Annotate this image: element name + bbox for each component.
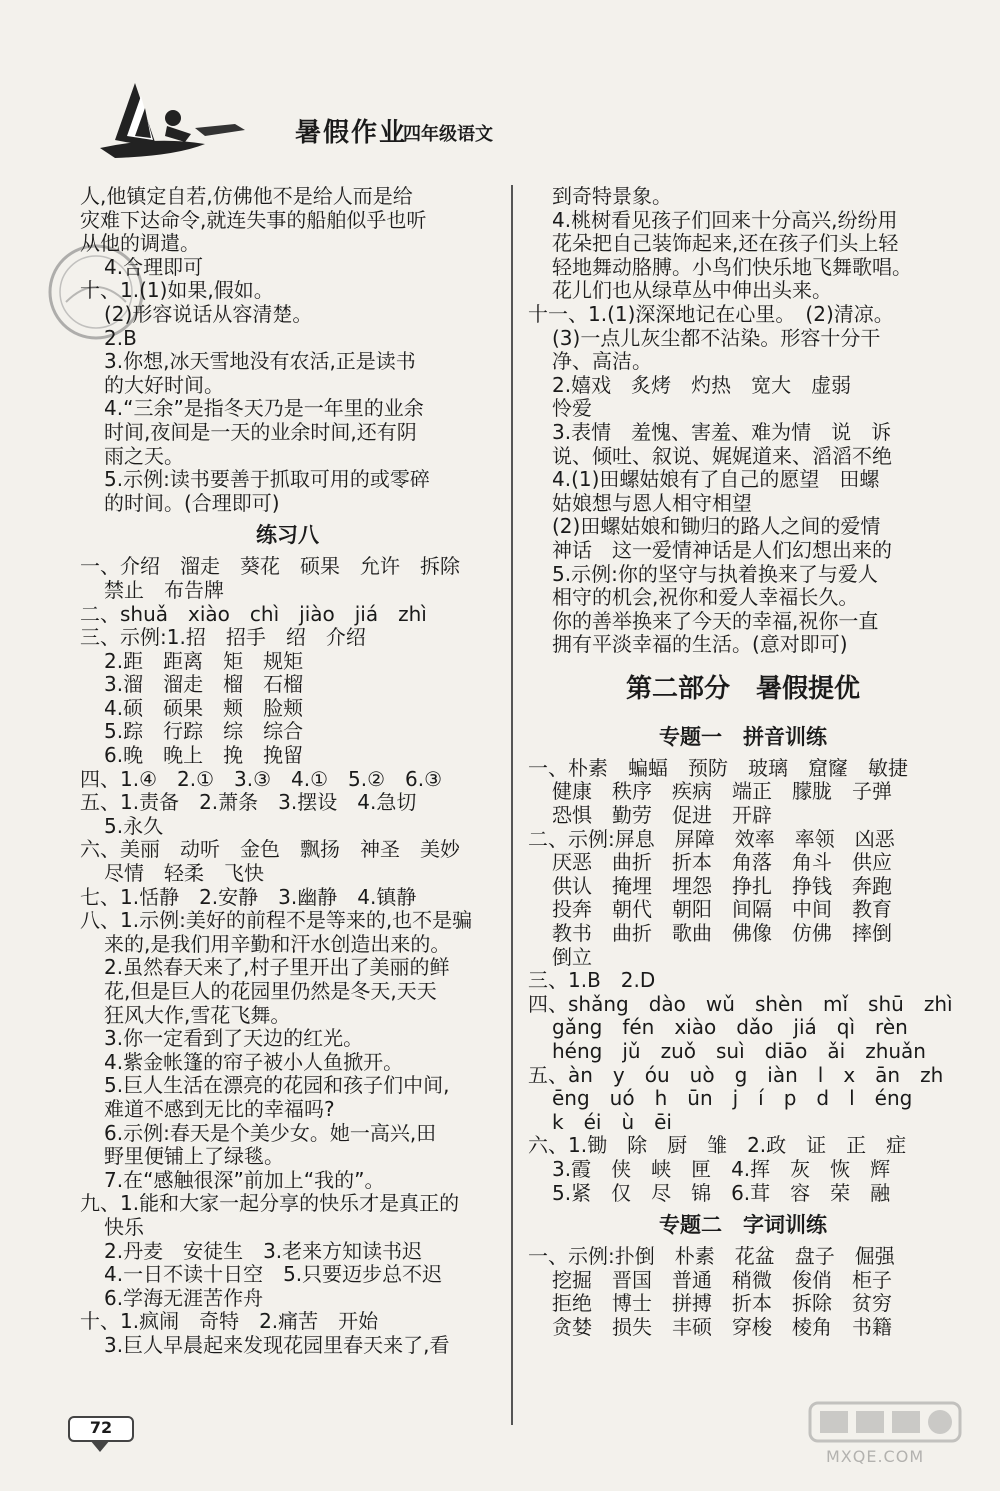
section-heading: 专题二 字词训练	[659, 1213, 827, 1238]
answer-line: 五、1.责备 2.萧条 3.摆设 4.急切	[80, 790, 417, 815]
answer-line: 狂风大作,雪花飞舞。	[104, 1002, 291, 1027]
answer-line: 花朵把自己装饰起来,还在孩子们头上轻	[552, 231, 899, 256]
answer-line: 教书 曲折 歌曲 佛像 仿佛 摔倒	[552, 921, 892, 946]
answer-line: 难道不感到无比的幸福吗?	[104, 1096, 335, 1121]
answer-line: 挖掘 晋国 普通 稍微 俊俏 柜子	[552, 1267, 892, 1292]
answer-line: 净、高洁。	[552, 349, 652, 374]
answer-line: 轻地舞动胳膊。小鸟们快乐地飞舞歌唱。	[552, 254, 912, 279]
answer-line: 九、1.能和大家一起分享的快乐才是真正的	[80, 1191, 460, 1216]
answer-line: 4.“三余”是指冬天乃是一年里的业余	[104, 396, 424, 421]
answer-line: 二、shuǎ xiào chì jiào jiá zhì	[80, 601, 427, 626]
answer-line: 4.合理即可	[104, 254, 204, 279]
answer-line: 一、示例:扑倒 朴素 花盆 盘子 倔强	[528, 1244, 895, 1269]
answer-line: 的大好时间。	[104, 372, 224, 397]
answer-line: 一、介绍 溜走 葵花 硕果 允许 拆除	[80, 554, 460, 579]
answer-line: 六、美丽 动听 金色 飘扬 神圣 美妙	[80, 837, 460, 862]
site-watermark	[806, 1397, 986, 1469]
answer-line: 4.一日不读十日空 5.只要迈步总不迟	[104, 1262, 443, 1287]
answer-line: 禁止 布告牌	[104, 577, 224, 602]
answer-line: 灾难下达命令,就连失事的船舶似乎也听	[80, 207, 427, 232]
answer-line: 投奔 朝代 朝阳 间隔 中间 教育	[552, 897, 892, 922]
answer-line: 5.示例:你的坚守与执着换来了与爱人	[552, 561, 878, 586]
answer-line: 七、1.恬静 2.安静 3.幽静 4.镇静	[80, 884, 417, 909]
answer-line: 的时间。(合理即可)	[104, 490, 280, 515]
answer-line: 3.巨人早晨起来发现花园里春天来了,看	[104, 1332, 450, 1357]
answer-line: 六、1.锄 除 厨 雏 2.政 证 正 症	[528, 1133, 907, 1158]
answer-line: 尽情 轻柔 飞快	[104, 861, 264, 886]
answer-line: 快乐	[104, 1214, 144, 1239]
answer-line: 5.巨人生活在漂亮的花园和孩子们中间,	[104, 1073, 450, 1098]
answer-line: 四、shǎng dào wǔ shèn mǐ shū zhì	[528, 991, 953, 1016]
answer-line: 倒立	[552, 944, 592, 969]
watermark-text: MXQE.COM	[826, 1447, 925, 1466]
answer-line: 相守的机会,祝你和爱人幸福长久。	[552, 585, 859, 610]
answer-line: 恐惧 勤劳 促进 开辟	[552, 803, 772, 828]
answer-line: 2.距 距离 矩 规矩	[104, 648, 304, 673]
answer-line: 神话 这一爱情神话是人们幻想出来的	[552, 537, 892, 562]
answer-line: 三、示例:1.招 招手 绍 介绍	[80, 625, 366, 650]
answer-line: 5.永久	[104, 813, 164, 838]
answer-line: 野里便铺上了绿毯。	[104, 1144, 284, 1169]
page-header	[95, 78, 515, 168]
answer-line: 姑娘想与恩人相守相望	[552, 490, 752, 515]
answer-line: 2.虽然春天来了,村子里开出了美丽的鲜	[104, 955, 450, 980]
answer-line: 雨之天。	[104, 443, 184, 468]
answer-line: gǎng fén xiào dǎo jiá qì rèn	[552, 1015, 908, 1040]
answer-line: k éi ù ēi	[552, 1109, 672, 1134]
answer-line: 十一、1.(1)深深地记在心里。 (2)清凉。	[528, 301, 894, 326]
left-column	[80, 185, 495, 1358]
answer-line: 3.溜 溜走 榴 石榴	[104, 672, 304, 697]
answer-line: 6.示例:春天是个美少女。她一高兴,田	[104, 1120, 437, 1145]
watermark-logo-icon	[806, 1397, 966, 1447]
answer-line: 供认 掩埋 埋怨 挣扎 挣钱 奔跑	[552, 873, 892, 898]
page-number-badge	[68, 1416, 130, 1446]
answer-line: 你的善举换来了今天的幸福,祝你一直	[552, 608, 879, 633]
answer-line: 拒绝 博士 拼搏 折本 拆除 贫穷	[552, 1291, 892, 1316]
answer-line: 花儿们也从绿草丛中伸出头来。	[552, 278, 832, 303]
page-number-arrow-icon	[90, 1440, 110, 1452]
answer-line: 人,他镇定自若,仿佛他不是给人而是给	[80, 184, 413, 208]
answer-line: 说、倾吐、叙说、娓娓道来、滔滔不绝	[552, 443, 892, 468]
grade-subject: 四年级语文	[403, 124, 493, 145]
answer-line: 2.B	[104, 325, 137, 350]
right-column	[528, 185, 958, 1340]
sailboat-logo-icon	[95, 78, 295, 158]
answer-line: 2.嬉戏 炙烤 灼热 宽大 虚弱	[552, 372, 852, 397]
answer-line: 怜爱	[552, 396, 592, 421]
column-divider	[511, 185, 513, 1425]
answer-line: 5.踪 行踪 综 综合	[104, 719, 304, 744]
answer-line: 健康 秩序 疾病 端正 朦胧 子弹	[552, 779, 892, 804]
answer-line: 3.表情 羞愧、害羞、难为情 说 诉	[552, 419, 892, 444]
answer-line: 贪婪 损失 丰硕 穿梭 棱角 书籍	[552, 1314, 892, 1339]
answer-line: (2)田螺姑娘和锄归的路人之间的爱情	[552, 514, 881, 539]
answer-line: 到奇特景象。	[552, 184, 672, 208]
answer-line: 二、示例:屏息 屏障 效率 率领 凶恶	[528, 826, 895, 851]
answer-line: 3.你想,冰天雪地没有农活,正是读书	[104, 349, 416, 374]
answer-line: 4.硕 硕果 颊 脸颊	[104, 695, 304, 720]
answer-line: 4.紫金帐篷的帘子被小人鱼掀开。	[104, 1049, 404, 1074]
answer-line: 从他的调遣。	[80, 231, 200, 256]
answer-line: 6.晚 晚上 挽 挽留	[104, 743, 304, 768]
answer-line: 花,但是巨人的花园里仍然是冬天,天天	[104, 979, 437, 1003]
section-heading: 第二部分 暑假提优	[625, 673, 860, 704]
answer-line: 5.紧 仅 尽 锦 6.茸 容 荣 融	[552, 1180, 891, 1205]
answer-line: 拥有平淡幸福的生活。(意对即可)	[552, 632, 848, 657]
answer-line: 三、1.B 2.D	[528, 968, 656, 993]
answer-line: 5.示例:读书要善于抓取可用的或零碎	[104, 467, 430, 492]
section-heading: 专题一 拼音训练	[659, 724, 827, 749]
answer-line: 3.霞 侠 峡 匣 4.挥 灰 恢 辉	[552, 1156, 891, 1181]
answer-line: 时间,夜间是一天的业余时间,还有阴	[104, 419, 417, 444]
answer-line: 八、1.示例:美好的前程不是等来的,也不是骗	[80, 908, 473, 933]
answer-line: ēng uó h ūn j í p d l éng	[552, 1086, 913, 1111]
answer-line: héng jǔ zuǒ suì diāo ǎi zhuǎn	[552, 1039, 926, 1063]
answer-line: 五、àn y óu uò g iàn l x ān zh	[528, 1062, 944, 1087]
answer-line: 2.丹麦 安徒生 3.老来方知读书迟	[104, 1238, 423, 1263]
answer-line: 厌恶 曲折 折本 角落 角斗 供应	[552, 850, 892, 875]
answer-line: 7.在“感触很深”前加上“我的”。	[104, 1167, 385, 1192]
page-number: 72	[89, 1418, 113, 1437]
answer-line: 4.(1)田螺姑娘有了自己的愿望 田螺	[552, 467, 880, 492]
answer-line: (3)一点儿灰尘都不沾染。形容十分干	[552, 325, 881, 350]
answer-line: 来的,是我们用辛勤和汗水创造出来的。	[104, 931, 451, 956]
answer-line: 十、1.(1)如果,假如。	[80, 278, 274, 303]
book-title: 暑假作业	[295, 118, 408, 148]
answer-line: 3.你一定看到了天边的红光。	[104, 1026, 364, 1051]
answer-line: 十、1.疯闹 奇特 2.痛苦 开始	[80, 1309, 379, 1334]
answer-line: 四、1.④ 2.① 3.③ 4.① 5.② 6.③	[80, 766, 443, 791]
section-heading: 练习八	[256, 523, 319, 548]
answer-line: 4.桃树看见孩子们回来十分高兴,纷纷用	[552, 207, 898, 232]
answer-line: 一、朴素 蝙蝠 预防 玻璃 窟窿 敏捷	[528, 755, 908, 780]
answer-line: (2)形容说话从容清楚。	[104, 301, 313, 326]
answer-line: 6.学海无涯苦作舟	[104, 1285, 264, 1310]
